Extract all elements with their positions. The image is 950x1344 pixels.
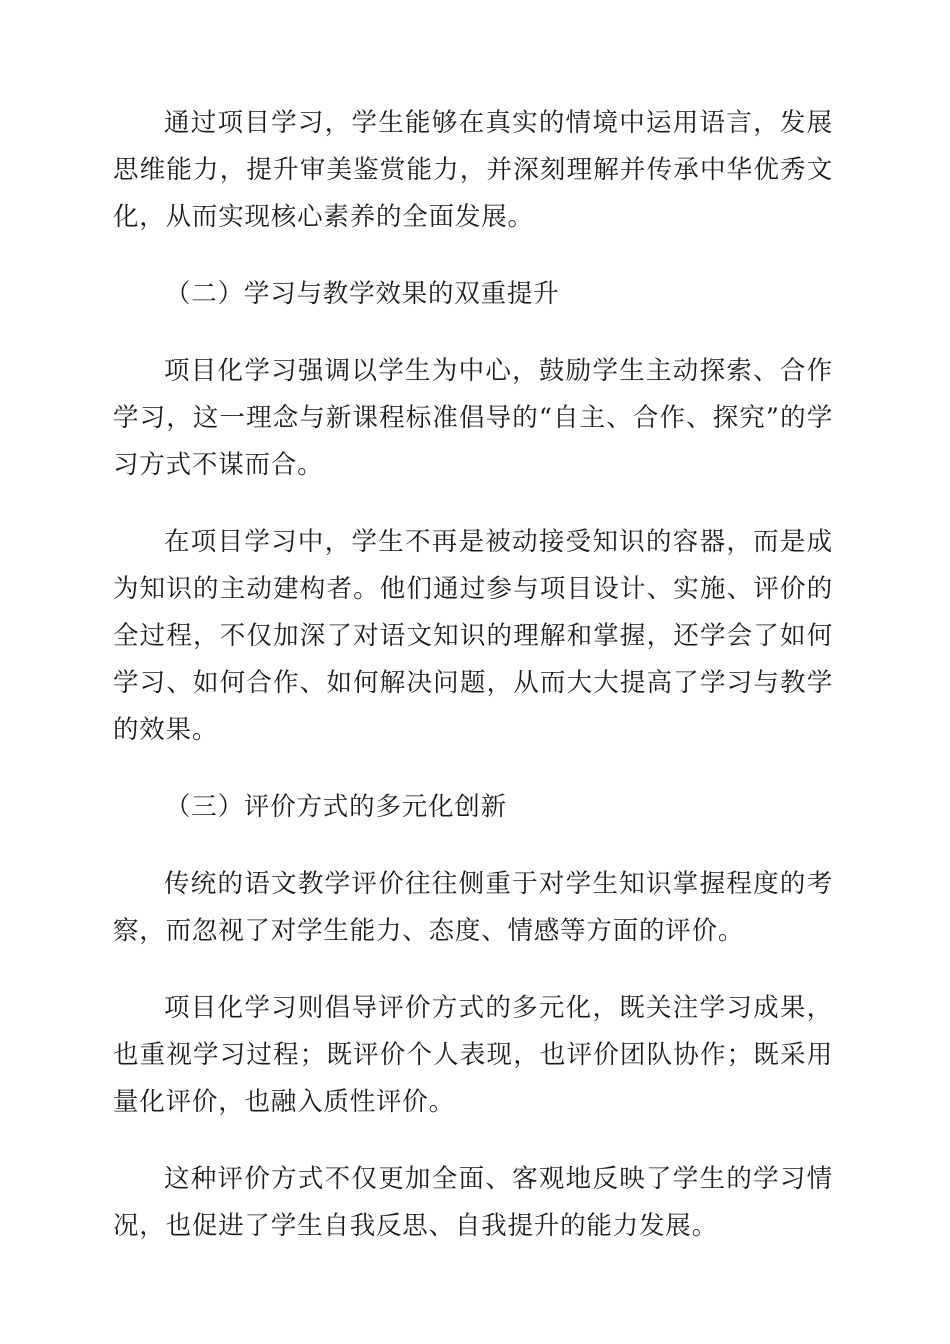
body-paragraph: 传统的语文教学评价往往侧重于对学生知识掌握程度的考察，而忽视了对学生能力、态度、情感等方面的评价。 [113,869,833,946]
body-paragraph: 项目化学习强调以学生为中心，鼓励学生主动探索、合作学习，这一理念与新课程标准倡导的“自主、合作、探究”的学习方式不谋而合。 [113,356,833,480]
body-paragraph: 项目化学习则倡导评价方式的多元化，既关注学习成果，也重视学习过程；既评价个人表现，也评价团队协作；既采用量化评价，也融入质性评价。 [113,993,833,1117]
section-heading: （三）评价方式的多元化创新 [165,792,507,822]
body-paragraph: 在项目学习中，学生不再是被动接受知识的容器，而是成为知识的主动建构者。他们通过参与项目设计、实施、评价的全过程，不仅加深了对语文知识的理解和掌握，还学会了如何学习、如何合作、如何解决问题，从而大大提高了学习与教学的效果。 [113,527,833,745]
section-heading: （二）学习与教学效果的双重提升 [165,279,560,309]
body-paragraph: 这种评价方式不仅更加全面、客观地反映了学生的学习情况，也促进了学生自我反思、自我提升的能力发展。 [113,1164,833,1241]
body-paragraph: 通过项目学习，学生能够在真实的情境中运用语言，发展思维能力，提升审美鉴赏能力，并深刻理解并传承中华优秀文化，从而实现核心素养的全面发展。 [113,108,833,232]
document-body [113,100,833,1280]
